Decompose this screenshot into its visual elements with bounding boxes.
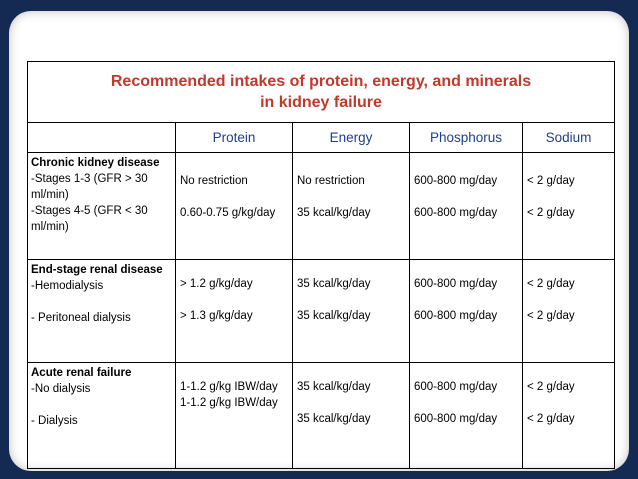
sodium-cell	[523, 153, 615, 260]
phosphorus-cell	[410, 260, 523, 363]
phosphorus-value: 600-800 mg/day	[414, 413, 498, 425]
header-phosphorus: Phosphorus	[410, 123, 523, 153]
sodium-cell	[523, 363, 615, 469]
protein-value: > 1.2 g/kg/day	[180, 278, 253, 290]
kidney-intake-table	[27, 61, 615, 469]
table-row	[28, 260, 615, 363]
protein-value: > 1.3 g/kg/day	[180, 310, 253, 322]
row-heading: Chronic kidney disease	[31, 157, 160, 169]
sodium-value: < 2 g/day	[527, 278, 575, 290]
phosphorus-value: 600-800 mg/day	[414, 310, 498, 322]
energy-cell	[293, 363, 410, 469]
sodium-value: < 2 g/day	[527, 175, 575, 187]
row-subitem: -Hemodialysis	[31, 280, 104, 292]
phosphorus-value: 600-800 mg/day	[414, 278, 498, 290]
phosphorus-value: 600-800 mg/day	[414, 175, 498, 187]
protein-value: No restriction	[180, 175, 248, 187]
energy-value: 35 kcal/kg/day	[297, 207, 371, 219]
sodium-value: < 2 g/day	[527, 381, 575, 393]
table-title	[28, 62, 615, 123]
phosphorus-cell	[410, 363, 523, 469]
header-sodium: Sodium	[523, 123, 615, 153]
row-subitem: -No dialysis	[31, 383, 91, 395]
title-line-1: Recommended intakes of protein, energy, and minerals	[110, 73, 532, 90]
protein-cell	[176, 260, 293, 363]
sodium-value: < 2 g/day	[527, 413, 575, 425]
row-subitem: -Stages 1-3 (GFR > 30 ml/min)	[31, 173, 148, 201]
energy-value: 35 kcal/kg/day	[297, 413, 371, 425]
energy-value: 35 kcal/kg/day	[297, 381, 371, 393]
row-label	[28, 153, 176, 260]
header-empty	[28, 123, 176, 153]
sodium-cell	[523, 260, 615, 363]
protein-value: 1-1.2 g/kg IBW/day	[180, 381, 278, 393]
table-row	[28, 363, 615, 469]
phosphorus-value: 600-800 mg/day	[414, 207, 498, 219]
row-subitem: -Stages 4-5 (GFR < 30 ml/min)	[31, 205, 148, 233]
sodium-value: < 2 g/day	[527, 207, 575, 219]
phosphorus-cell	[410, 153, 523, 260]
energy-cell	[293, 260, 410, 363]
energy-value: No restriction	[297, 175, 365, 187]
row-subitem: - Dialysis	[31, 415, 78, 427]
protein-cell	[176, 363, 293, 469]
row-label	[28, 260, 176, 363]
header-energy: Energy	[293, 123, 410, 153]
protein-value: 0.60-0.75 g/kg/day	[180, 207, 276, 219]
header-protein: Protein	[176, 123, 293, 153]
phosphorus-value: 600-800 mg/day	[414, 381, 498, 393]
energy-cell	[293, 153, 410, 260]
title-line-2: in kidney failure	[260, 94, 382, 111]
row-label	[28, 363, 176, 469]
protein-value: 1-1.2 g/kg IBW/day	[180, 397, 278, 409]
row-subitem: - Peritoneal dialysis	[31, 312, 131, 324]
protein-cell	[176, 153, 293, 260]
row-heading: End-stage renal disease	[31, 264, 163, 276]
energy-value: 35 kcal/kg/day	[297, 278, 371, 290]
row-heading: Acute renal failure	[31, 367, 132, 379]
sodium-value: < 2 g/day	[527, 310, 575, 322]
energy-value: 35 kcal/kg/day	[297, 310, 371, 322]
table-row	[28, 153, 615, 260]
